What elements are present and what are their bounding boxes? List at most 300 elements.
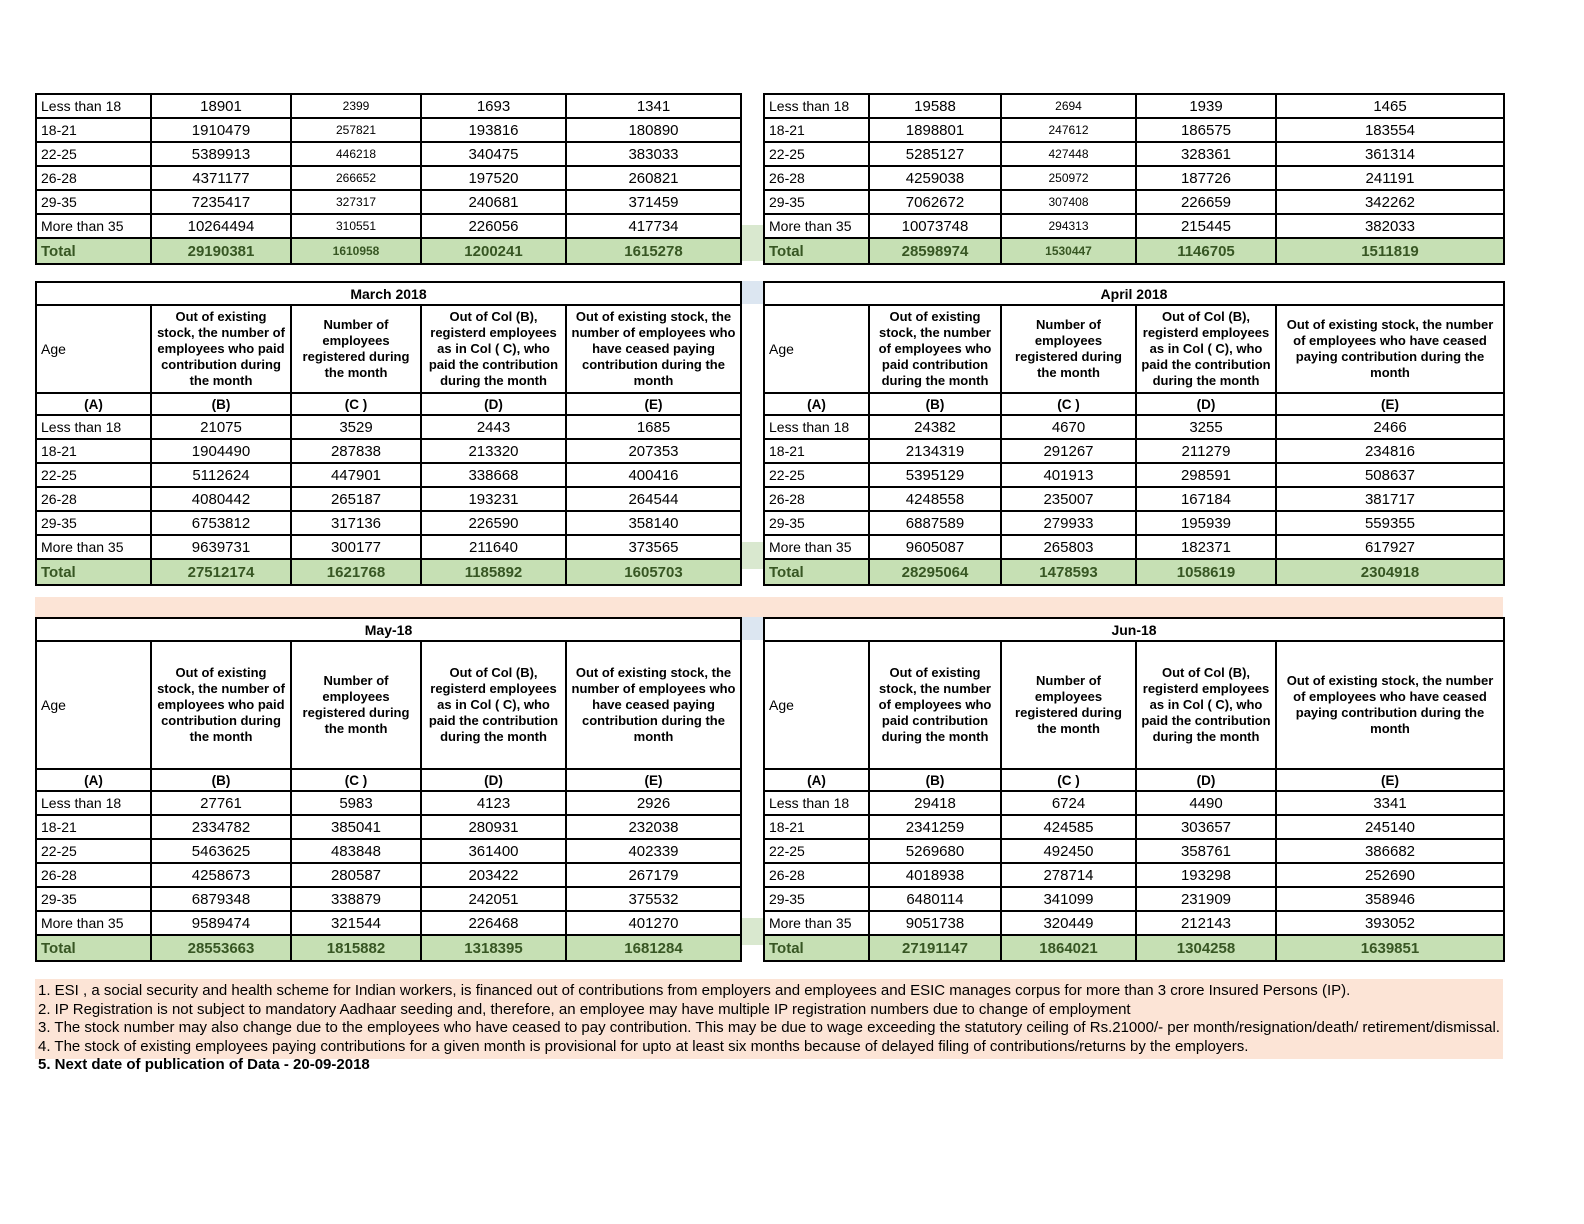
data-cell: 264544 bbox=[566, 487, 741, 511]
data-cell: 278714 bbox=[1001, 863, 1136, 887]
total-row bbox=[764, 935, 1504, 961]
col-header-d: Out of Col (B), registerd employees as in Col ( C), who paid the contribution during the month bbox=[421, 641, 566, 769]
col-header-b: Out of existing stock, the number of employees who paid contribution during the month bbox=[869, 305, 1001, 393]
table-row bbox=[36, 487, 741, 511]
data-cell: 424585 bbox=[1001, 815, 1136, 839]
table-row bbox=[36, 887, 741, 911]
data-cell: 382033 bbox=[1276, 214, 1504, 238]
month-title: March 2018 bbox=[36, 282, 741, 305]
total-cell: 1058619 bbox=[1136, 559, 1276, 585]
data-cell: 291267 bbox=[1001, 439, 1136, 463]
data-cell: 242051 bbox=[421, 887, 566, 911]
total-cell: 1185892 bbox=[421, 559, 566, 585]
table-row bbox=[36, 214, 741, 238]
data-cell: 167184 bbox=[1136, 487, 1276, 511]
table-row bbox=[764, 511, 1504, 535]
data-cell: 186575 bbox=[1136, 118, 1276, 142]
month-title: April 2018 bbox=[764, 282, 1504, 305]
col-header-age: Age bbox=[36, 641, 151, 769]
data-cell: 393052 bbox=[1276, 911, 1504, 935]
data-cell: 4259038 bbox=[869, 166, 1001, 190]
age-label: 29-35 bbox=[764, 190, 869, 214]
age-label: 26-28 bbox=[36, 863, 151, 887]
data-cell: 317136 bbox=[291, 511, 421, 535]
table-row bbox=[36, 94, 741, 118]
data-cell: 211279 bbox=[1136, 439, 1276, 463]
data-cell: 226056 bbox=[421, 214, 566, 238]
age-label: Less than 18 bbox=[36, 94, 151, 118]
data-cell: 4248558 bbox=[869, 487, 1001, 511]
data-cell: 373565 bbox=[566, 535, 741, 559]
data-cell: 1939 bbox=[1136, 94, 1276, 118]
data-cell: 9639731 bbox=[151, 535, 291, 559]
data-cell: 193298 bbox=[1136, 863, 1276, 887]
age-label: 18-21 bbox=[36, 118, 151, 142]
data-cell: 215445 bbox=[1136, 214, 1276, 238]
col-header-b: Out of existing stock, the number of employees who paid contribution during the month bbox=[151, 305, 291, 393]
col-letter: (D) bbox=[1136, 769, 1276, 791]
total-cell: 1681284 bbox=[566, 935, 741, 961]
data-cell: 2926 bbox=[566, 791, 741, 815]
footnote-5: 5. Next date of publication of Data - 20-09-2018 bbox=[38, 1056, 370, 1073]
data-cell: 5395129 bbox=[869, 463, 1001, 487]
data-cell: 446218 bbox=[291, 142, 421, 166]
col-letter: (D) bbox=[1136, 393, 1276, 415]
footnote-4: 4. The stock of existing employees paying contributions for a given month is provisional for upto at least six months because of delayed filing of contributions/returns by the employers. bbox=[38, 1037, 1249, 1055]
data-cell: 180890 bbox=[566, 118, 741, 142]
data-cell: 19588 bbox=[869, 94, 1001, 118]
data-cell: 187726 bbox=[1136, 166, 1276, 190]
col-letter: (C ) bbox=[291, 769, 421, 791]
total-row bbox=[764, 238, 1504, 264]
data-cell: 294313 bbox=[1001, 214, 1136, 238]
data-cell: 1693 bbox=[421, 94, 566, 118]
data-cell: 402339 bbox=[566, 839, 741, 863]
table-april-2018 bbox=[763, 281, 1505, 586]
age-label: 22-25 bbox=[36, 463, 151, 487]
data-cell: 257821 bbox=[291, 118, 421, 142]
total-cell: 1815882 bbox=[291, 935, 421, 961]
col-letter: (C ) bbox=[1001, 769, 1136, 791]
data-cell: 226590 bbox=[421, 511, 566, 535]
data-cell: 213320 bbox=[421, 439, 566, 463]
total-cell: 2304918 bbox=[1276, 559, 1504, 585]
data-cell: 321544 bbox=[291, 911, 421, 935]
data-cell: 298591 bbox=[1136, 463, 1276, 487]
data-cell: 1898801 bbox=[869, 118, 1001, 142]
col-header-e: Out of existing stock, the number of employees who have ceased paying contribution during the month bbox=[1276, 641, 1504, 769]
separator-strip-peach bbox=[35, 597, 1503, 617]
data-cell: 203422 bbox=[421, 863, 566, 887]
table-march-2018 bbox=[35, 281, 742, 586]
col-letter: (B) bbox=[869, 393, 1001, 415]
col-letter: (A) bbox=[36, 393, 151, 415]
data-cell: 5983 bbox=[291, 791, 421, 815]
col-letter: (B) bbox=[869, 769, 1001, 791]
data-cell: 252690 bbox=[1276, 863, 1504, 887]
col-header-d: Out of Col (B), registerd employees as in Col ( C), who paid the contribution during the month bbox=[1136, 641, 1276, 769]
footnote-3: 3. The stock number may also change due to the employees who have ceased to pay contribution. This may be due to wage exceeding the statutory ceiling of Rs.21000/- per month/resignation/death/ retirement/dismissal. bbox=[38, 1019, 1500, 1036]
table-row bbox=[36, 839, 741, 863]
age-label: 29-35 bbox=[764, 511, 869, 535]
data-cell: 508637 bbox=[1276, 463, 1504, 487]
month-title: May-18 bbox=[36, 618, 741, 641]
table-jun-2018 bbox=[763, 617, 1505, 962]
total-cell: 1200241 bbox=[421, 238, 566, 264]
table-row bbox=[36, 863, 741, 887]
data-cell: 21075 bbox=[151, 415, 291, 439]
data-cell: 6724 bbox=[1001, 791, 1136, 815]
data-cell: 7235417 bbox=[151, 190, 291, 214]
total-cell: 1511819 bbox=[1276, 238, 1504, 264]
total-row bbox=[764, 559, 1504, 585]
table-row bbox=[36, 535, 741, 559]
table-row bbox=[36, 815, 741, 839]
data-cell: 383033 bbox=[566, 142, 741, 166]
data-cell: 266652 bbox=[291, 166, 421, 190]
col-letter: (A) bbox=[764, 393, 869, 415]
age-label: 18-21 bbox=[764, 118, 869, 142]
data-cell: 4371177 bbox=[151, 166, 291, 190]
total-cell: 1478593 bbox=[1001, 559, 1136, 585]
total-row bbox=[36, 935, 741, 961]
table-row bbox=[36, 911, 741, 935]
data-cell: 231909 bbox=[1136, 887, 1276, 911]
age-label: More than 35 bbox=[36, 214, 151, 238]
table-row bbox=[764, 791, 1504, 815]
data-cell: 361314 bbox=[1276, 142, 1504, 166]
data-cell: 342262 bbox=[1276, 190, 1504, 214]
col-header-e: Out of existing stock, the number of employees who have ceased paying contribution during the month bbox=[566, 641, 741, 769]
data-cell: 6879348 bbox=[151, 887, 291, 911]
data-cell: 182371 bbox=[1136, 535, 1276, 559]
data-cell: 328361 bbox=[1136, 142, 1276, 166]
total-row bbox=[36, 238, 741, 264]
data-cell: 2466 bbox=[1276, 415, 1504, 439]
data-cell: 492450 bbox=[1001, 839, 1136, 863]
data-cell: 310551 bbox=[291, 214, 421, 238]
data-cell: 240681 bbox=[421, 190, 566, 214]
total-cell: 1864021 bbox=[1001, 935, 1136, 961]
col-header-b: Out of existing stock, the number of employees who paid contribution during the month bbox=[151, 641, 291, 769]
data-cell: 300177 bbox=[291, 535, 421, 559]
data-cell: 260821 bbox=[566, 166, 741, 190]
table-row bbox=[36, 118, 741, 142]
age-label: 26-28 bbox=[764, 863, 869, 887]
data-cell: 212143 bbox=[1136, 911, 1276, 935]
table-row bbox=[764, 487, 1504, 511]
data-cell: 183554 bbox=[1276, 118, 1504, 142]
age-label: More than 35 bbox=[36, 535, 151, 559]
age-label: Less than 18 bbox=[764, 94, 869, 118]
data-cell: 4490 bbox=[1136, 791, 1276, 815]
table-row bbox=[764, 118, 1504, 142]
data-cell: 1910479 bbox=[151, 118, 291, 142]
footnotes-block bbox=[35, 979, 1503, 1059]
table-row bbox=[36, 463, 741, 487]
data-cell: 2134319 bbox=[869, 439, 1001, 463]
total-cell: 1304258 bbox=[1136, 935, 1276, 961]
col-header-c: Number of employees registered during the month bbox=[291, 641, 421, 769]
data-cell: 361400 bbox=[421, 839, 566, 863]
data-cell: 320449 bbox=[1001, 911, 1136, 935]
col-letter: (C ) bbox=[1001, 393, 1136, 415]
data-cell: 1465 bbox=[1276, 94, 1504, 118]
data-cell: 280931 bbox=[421, 815, 566, 839]
data-cell: 3529 bbox=[291, 415, 421, 439]
total-cell: 29190381 bbox=[151, 238, 291, 264]
data-cell: 401270 bbox=[566, 911, 741, 935]
table-row bbox=[764, 166, 1504, 190]
data-cell: 6887589 bbox=[869, 511, 1001, 535]
col-letter: (A) bbox=[36, 769, 151, 791]
table-row bbox=[36, 791, 741, 815]
data-cell: 338879 bbox=[291, 887, 421, 911]
total-label: Total bbox=[764, 935, 869, 961]
col-letter: (A) bbox=[764, 769, 869, 791]
data-cell: 2341259 bbox=[869, 815, 1001, 839]
total-label: Total bbox=[36, 559, 151, 585]
total-label: Total bbox=[764, 559, 869, 585]
table-row bbox=[36, 439, 741, 463]
data-cell: 280587 bbox=[291, 863, 421, 887]
data-cell: 303657 bbox=[1136, 815, 1276, 839]
data-cell: 193816 bbox=[421, 118, 566, 142]
age-label: More than 35 bbox=[36, 911, 151, 935]
col-header-c: Number of employees registered during the month bbox=[291, 305, 421, 393]
col-header-c: Number of employees registered during the month bbox=[1001, 641, 1136, 769]
age-label: 26-28 bbox=[764, 166, 869, 190]
data-cell: 3341 bbox=[1276, 791, 1504, 815]
data-cell: 3255 bbox=[1136, 415, 1276, 439]
age-label: 29-35 bbox=[36, 887, 151, 911]
col-header-age: Age bbox=[764, 641, 869, 769]
table-row bbox=[764, 214, 1504, 238]
data-cell: 247612 bbox=[1001, 118, 1136, 142]
data-cell: 4018938 bbox=[869, 863, 1001, 887]
data-cell: 2443 bbox=[421, 415, 566, 439]
total-cell: 1318395 bbox=[421, 935, 566, 961]
col-letter: (E) bbox=[566, 769, 741, 791]
col-header-d: Out of Col (B), registerd employees as in Col ( C), who paid the contribution during the month bbox=[421, 305, 566, 393]
data-cell: 381717 bbox=[1276, 487, 1504, 511]
data-cell: 427448 bbox=[1001, 142, 1136, 166]
data-cell: 2694 bbox=[1001, 94, 1136, 118]
data-cell: 341099 bbox=[1001, 887, 1136, 911]
total-cell: 1146705 bbox=[1136, 238, 1276, 264]
data-cell: 6480114 bbox=[869, 887, 1001, 911]
data-cell: 386682 bbox=[1276, 839, 1504, 863]
data-cell: 5389913 bbox=[151, 142, 291, 166]
col-header-e: Out of existing stock, the number of employees who have ceased paying contribution during the month bbox=[566, 305, 741, 393]
age-label: 22-25 bbox=[36, 839, 151, 863]
age-label: 22-25 bbox=[764, 463, 869, 487]
data-cell: 358140 bbox=[566, 511, 741, 535]
age-label: Less than 18 bbox=[764, 791, 869, 815]
table-row bbox=[764, 815, 1504, 839]
data-cell: 10073748 bbox=[869, 214, 1001, 238]
age-label: 29-35 bbox=[36, 511, 151, 535]
data-cell: 7062672 bbox=[869, 190, 1001, 214]
data-cell: 5463625 bbox=[151, 839, 291, 863]
age-label: 18-21 bbox=[764, 815, 869, 839]
data-cell: 232038 bbox=[566, 815, 741, 839]
data-cell: 5112624 bbox=[151, 463, 291, 487]
table-may-2018 bbox=[35, 617, 742, 962]
data-cell: 447901 bbox=[291, 463, 421, 487]
total-label: Total bbox=[36, 238, 151, 264]
data-cell: 1341 bbox=[566, 94, 741, 118]
data-cell: 4670 bbox=[1001, 415, 1136, 439]
total-cell: 28553663 bbox=[151, 935, 291, 961]
table-row bbox=[764, 887, 1504, 911]
age-label: 18-21 bbox=[36, 439, 151, 463]
data-cell: 5269680 bbox=[869, 839, 1001, 863]
col-letter: (D) bbox=[421, 393, 566, 415]
age-label: 22-25 bbox=[764, 142, 869, 166]
data-cell: 193231 bbox=[421, 487, 566, 511]
data-cell: 6753812 bbox=[151, 511, 291, 535]
data-cell: 4258673 bbox=[151, 863, 291, 887]
data-cell: 211640 bbox=[421, 535, 566, 559]
data-cell: 483848 bbox=[291, 839, 421, 863]
data-cell: 9589474 bbox=[151, 911, 291, 935]
total-cell: 27512174 bbox=[151, 559, 291, 585]
data-cell: 2334782 bbox=[151, 815, 291, 839]
data-cell: 267179 bbox=[566, 863, 741, 887]
data-cell: 400416 bbox=[566, 463, 741, 487]
age-label: 26-28 bbox=[36, 487, 151, 511]
data-cell: 1904490 bbox=[151, 439, 291, 463]
table-row bbox=[764, 863, 1504, 887]
data-cell: 235007 bbox=[1001, 487, 1136, 511]
table-row bbox=[36, 511, 741, 535]
age-label: 29-35 bbox=[36, 190, 151, 214]
data-cell: 385041 bbox=[291, 815, 421, 839]
data-cell: 207353 bbox=[566, 439, 741, 463]
data-cell: 375532 bbox=[566, 887, 741, 911]
age-label: 22-25 bbox=[764, 839, 869, 863]
col-letter: (C ) bbox=[291, 393, 421, 415]
total-label: Total bbox=[764, 238, 869, 264]
col-header-c: Number of employees registered during the month bbox=[1001, 305, 1136, 393]
data-cell: 279933 bbox=[1001, 511, 1136, 535]
data-cell: 4123 bbox=[421, 791, 566, 815]
col-letter: (B) bbox=[151, 769, 291, 791]
data-cell: 417734 bbox=[566, 214, 741, 238]
total-cell: 1621768 bbox=[291, 559, 421, 585]
data-cell: 9051738 bbox=[869, 911, 1001, 935]
data-cell: 327317 bbox=[291, 190, 421, 214]
col-header-e: Out of existing stock, the number of employees who have ceased paying contribution during the month bbox=[1276, 305, 1504, 393]
col-header-age: Age bbox=[764, 305, 869, 393]
table-row bbox=[764, 463, 1504, 487]
col-letter: (E) bbox=[566, 393, 741, 415]
age-label: 18-21 bbox=[764, 439, 869, 463]
data-cell: 250972 bbox=[1001, 166, 1136, 190]
data-cell: 401913 bbox=[1001, 463, 1136, 487]
age-label: Less than 18 bbox=[764, 415, 869, 439]
total-cell: 27191147 bbox=[869, 935, 1001, 961]
data-cell: 371459 bbox=[566, 190, 741, 214]
data-cell: 197520 bbox=[421, 166, 566, 190]
col-letter: (E) bbox=[1276, 769, 1504, 791]
data-cell: 1685 bbox=[566, 415, 741, 439]
data-cell: 340475 bbox=[421, 142, 566, 166]
age-label: More than 35 bbox=[764, 214, 869, 238]
total-cell: 1605703 bbox=[566, 559, 741, 585]
total-row bbox=[36, 559, 741, 585]
data-cell: 265187 bbox=[291, 487, 421, 511]
age-label: 26-28 bbox=[36, 166, 151, 190]
table-row bbox=[764, 839, 1504, 863]
data-cell: 234816 bbox=[1276, 439, 1504, 463]
table-row bbox=[764, 911, 1504, 935]
data-cell: 559355 bbox=[1276, 511, 1504, 535]
data-cell: 24382 bbox=[869, 415, 1001, 439]
total-cell: 28598974 bbox=[869, 238, 1001, 264]
data-cell: 617927 bbox=[1276, 535, 1504, 559]
total-cell: 1639851 bbox=[1276, 935, 1504, 961]
age-label: 29-35 bbox=[764, 887, 869, 911]
col-letter: (D) bbox=[421, 769, 566, 791]
data-cell: 338668 bbox=[421, 463, 566, 487]
total-cell: 1610958 bbox=[291, 238, 421, 264]
col-header-d: Out of Col (B), registerd employees as in Col ( C), who paid the contribution during the month bbox=[1136, 305, 1276, 393]
data-cell: 307408 bbox=[1001, 190, 1136, 214]
table-row bbox=[764, 439, 1504, 463]
table-row bbox=[764, 142, 1504, 166]
table-top-left bbox=[35, 93, 742, 265]
data-cell: 4080442 bbox=[151, 487, 291, 511]
col-header-age: Age bbox=[36, 305, 151, 393]
col-letter: (E) bbox=[1276, 393, 1504, 415]
total-label: Total bbox=[36, 935, 151, 961]
data-cell: 195939 bbox=[1136, 511, 1276, 535]
data-cell: 358761 bbox=[1136, 839, 1276, 863]
data-cell: 9605087 bbox=[869, 535, 1001, 559]
col-header-b: Out of existing stock, the number of employees who paid contribution during the month bbox=[869, 641, 1001, 769]
footnote-2: 2. IP Registration is not subject to mandatory Aadhaar seeding and, therefore, an employee may have multiple IP registration numbers due to change of employment bbox=[38, 1000, 1131, 1018]
table-row bbox=[36, 166, 741, 190]
data-cell: 358946 bbox=[1276, 887, 1504, 911]
age-label: 22-25 bbox=[36, 142, 151, 166]
table-row bbox=[764, 415, 1504, 439]
table-row bbox=[36, 415, 741, 439]
table-row bbox=[764, 190, 1504, 214]
age-label: More than 35 bbox=[764, 911, 869, 935]
age-label: Less than 18 bbox=[36, 791, 151, 815]
age-label: 26-28 bbox=[764, 487, 869, 511]
table-row bbox=[36, 142, 741, 166]
table-top-right bbox=[763, 93, 1505, 265]
data-cell: 226468 bbox=[421, 911, 566, 935]
data-cell: 2399 bbox=[291, 94, 421, 118]
total-cell: 1615278 bbox=[566, 238, 741, 264]
total-cell: 1530447 bbox=[1001, 238, 1136, 264]
age-label: 18-21 bbox=[36, 815, 151, 839]
data-cell: 287838 bbox=[291, 439, 421, 463]
age-label: Less than 18 bbox=[36, 415, 151, 439]
data-cell: 265803 bbox=[1001, 535, 1136, 559]
total-cell: 28295064 bbox=[869, 559, 1001, 585]
col-letter: (B) bbox=[151, 393, 291, 415]
data-cell: 27761 bbox=[151, 791, 291, 815]
data-cell: 10264494 bbox=[151, 214, 291, 238]
table-row bbox=[764, 535, 1504, 559]
table-row bbox=[764, 94, 1504, 118]
data-cell: 241191 bbox=[1276, 166, 1504, 190]
